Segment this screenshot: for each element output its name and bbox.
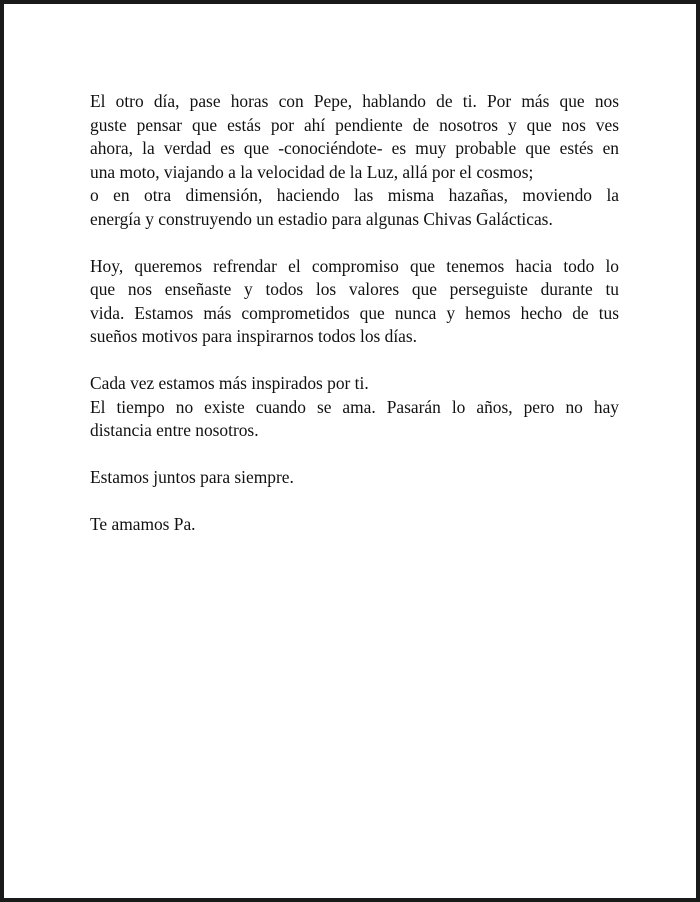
letter-body [90,90,619,560]
text-line: vida. Estamos más comprometidos que nunca y hemos hecho de tus [90,302,619,323]
text-line: distancia entre nosotros. [90,420,259,440]
text-line: guste pensar que estás por ahí pendiente de nosotros y que nos ves [90,114,619,135]
paragraph-3 [90,372,619,443]
text-line: una moto, viajando a la velocidad de la Luz, allá por el cosmos; [90,161,534,182]
text-line: o en otra dimensión, haciendo las misma hazañas, moviendo la [90,185,619,205]
text-line: El tiempo no existe cuando se ama. Pasarán lo años, pero no hay [90,396,619,417]
paragraph-5 [90,513,619,537]
text-line: Hoy, queremos refrendar el compromiso que tenemos hacia todo lo [90,255,619,276]
text-line: Te amamos Pa. [90,514,196,534]
text-line: Estamos juntos para siempre. [90,467,294,487]
text-line: energía y construyendo un estadio para algunas Chivas Galácticas. [90,208,553,229]
text-line: ahora, la verdad es que -conociéndote- es muy probable que estés en [90,138,619,158]
text-line: Cada vez estamos más inspirados por ti. [90,373,369,393]
paragraph-1 [90,90,619,231]
text-line: El otro día, pase horas con Pepe, hablando de ti. Por más que nos [90,91,619,111]
paragraph-4 [90,466,619,490]
text-line: sueños motivos para inspirarnos todos los días. [90,326,418,346]
text-line: que nos enseñaste y todos los valores que perseguiste durante tu [90,279,619,299]
paragraph-2 [90,255,619,349]
